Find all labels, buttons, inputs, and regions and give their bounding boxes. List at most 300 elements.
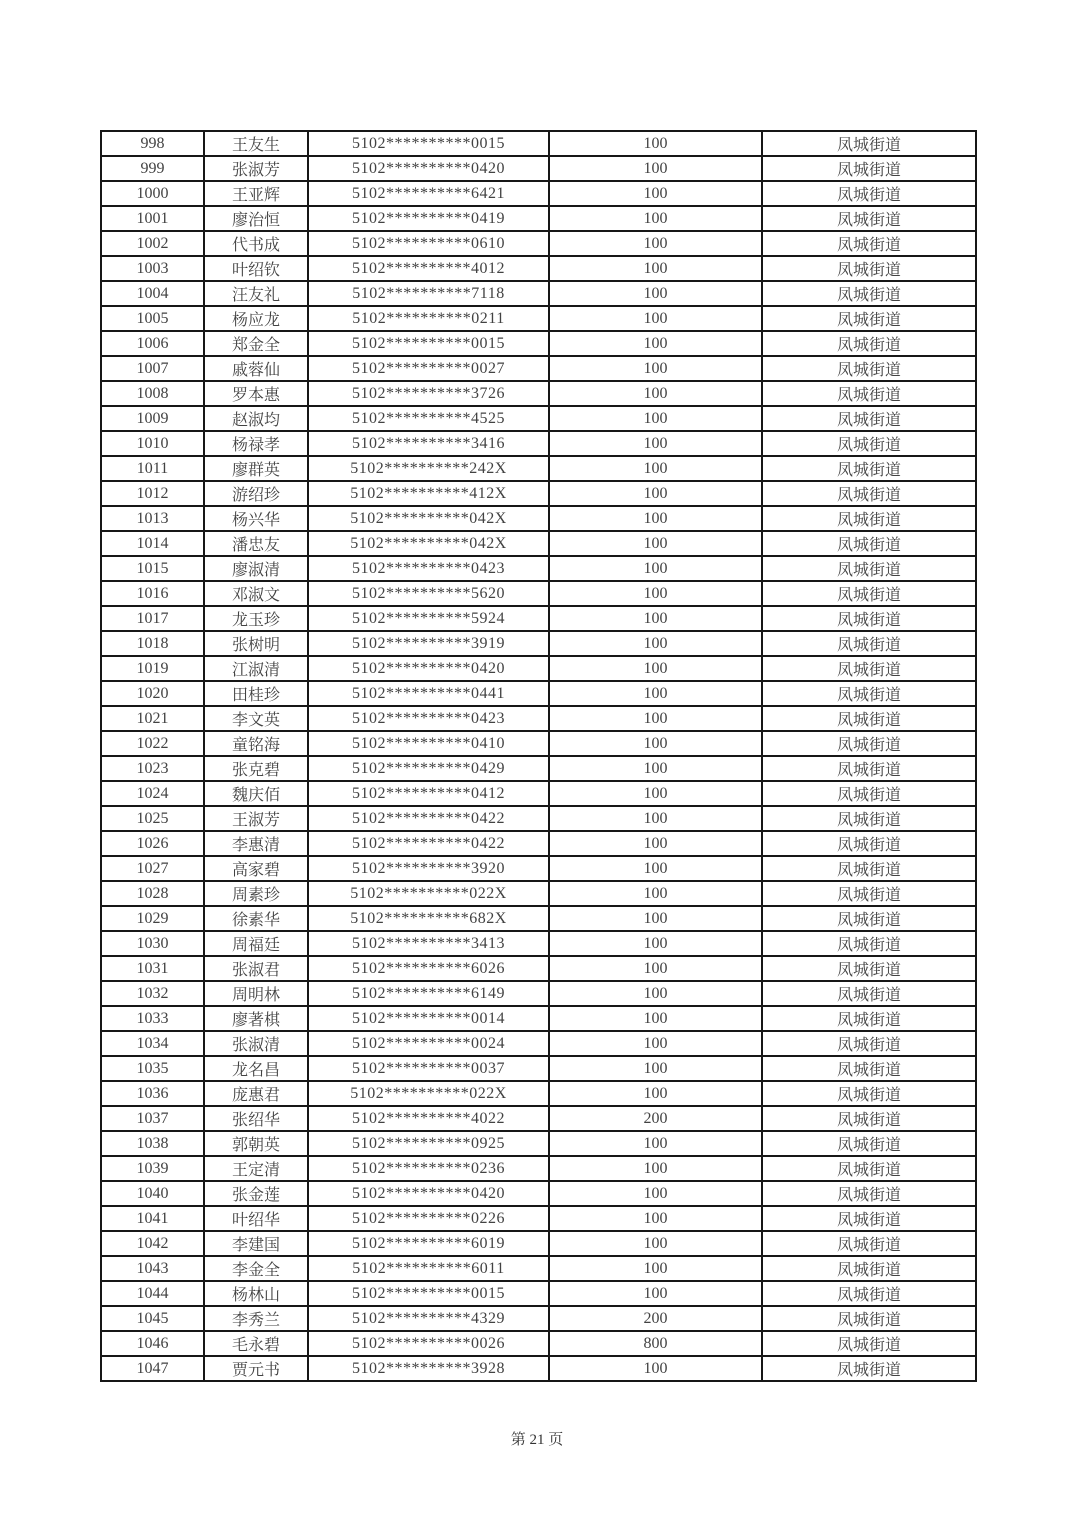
serial-number-cell: 1009 <box>101 406 204 431</box>
person-name-cell: 李文英 <box>204 706 308 731</box>
district-cell: 凤城街道 <box>762 1231 976 1256</box>
amount-cell: 100 <box>549 406 762 431</box>
person-name-cell: 李惠清 <box>204 831 308 856</box>
serial-number-cell: 1030 <box>101 931 204 956</box>
district-cell: 凤城街道 <box>762 231 976 256</box>
amount-cell: 100 <box>549 156 762 181</box>
person-name-cell: 李金全 <box>204 1256 308 1281</box>
district-cell: 凤城街道 <box>762 1081 976 1106</box>
serial-number-cell: 1033 <box>101 1006 204 1031</box>
table-row <box>101 381 976 406</box>
id-number-cell: 5102**********5924 <box>308 606 549 631</box>
person-name-cell: 王友生 <box>204 131 308 156</box>
serial-number-cell: 1029 <box>101 906 204 931</box>
amount-cell: 200 <box>549 1306 762 1331</box>
amount-cell: 100 <box>549 706 762 731</box>
person-name-cell: 魏庆佰 <box>204 781 308 806</box>
district-cell: 凤城街道 <box>762 681 976 706</box>
id-number-cell: 5102**********4012 <box>308 256 549 281</box>
serial-number-cell: 1002 <box>101 231 204 256</box>
table-row <box>101 156 976 181</box>
table-row <box>101 1156 976 1181</box>
person-name-cell: 王亚辉 <box>204 181 308 206</box>
id-number-cell: 5102**********0423 <box>308 556 549 581</box>
amount-cell: 100 <box>549 1081 762 1106</box>
serial-number-cell: 1034 <box>101 1031 204 1056</box>
id-number-cell: 5102**********0422 <box>308 831 549 856</box>
id-number-cell: 5102**********022X <box>308 881 549 906</box>
id-number-cell: 5102**********3919 <box>308 631 549 656</box>
serial-number-cell: 1042 <box>101 1231 204 1256</box>
district-cell: 凤城街道 <box>762 781 976 806</box>
id-number-cell: 5102**********6149 <box>308 981 549 1006</box>
district-cell: 凤城街道 <box>762 1306 976 1331</box>
amount-cell: 100 <box>549 256 762 281</box>
district-cell: 凤城街道 <box>762 906 976 931</box>
person-name-cell: 龙名昌 <box>204 1056 308 1081</box>
district-cell: 凤城街道 <box>762 1356 976 1381</box>
id-number-cell: 5102**********0027 <box>308 356 549 381</box>
person-name-cell: 李建国 <box>204 1231 308 1256</box>
person-name-cell: 周素珍 <box>204 881 308 906</box>
amount-cell: 100 <box>549 606 762 631</box>
id-number-cell: 5102**********6026 <box>308 956 549 981</box>
person-name-cell: 叶绍钦 <box>204 256 308 281</box>
table-row <box>101 806 976 831</box>
amount-cell: 100 <box>549 431 762 456</box>
amount-cell: 100 <box>549 231 762 256</box>
serial-number-cell: 1000 <box>101 181 204 206</box>
person-name-cell: 杨林山 <box>204 1281 308 1306</box>
id-number-cell: 5102**********0226 <box>308 1206 549 1231</box>
id-number-cell: 5102**********0015 <box>308 1281 549 1306</box>
district-cell: 凤城街道 <box>762 381 976 406</box>
district-cell: 凤城街道 <box>762 956 976 981</box>
serial-number-cell: 1005 <box>101 306 204 331</box>
district-cell: 凤城街道 <box>762 356 976 381</box>
amount-cell: 100 <box>549 931 762 956</box>
id-number-cell: 5102**********0024 <box>308 1031 549 1056</box>
person-name-cell: 徐素华 <box>204 906 308 931</box>
id-number-cell: 5102**********022X <box>308 1081 549 1106</box>
amount-cell: 100 <box>549 1131 762 1156</box>
person-name-cell: 贾元书 <box>204 1356 308 1381</box>
id-number-cell: 5102**********412X <box>308 481 549 506</box>
table-row <box>101 1306 976 1331</box>
table-row <box>101 1281 976 1306</box>
id-number-cell: 5102**********0422 <box>308 806 549 831</box>
table-row <box>101 881 976 906</box>
serial-number-cell: 1044 <box>101 1281 204 1306</box>
serial-number-cell: 1038 <box>101 1131 204 1156</box>
amount-cell: 100 <box>549 981 762 1006</box>
district-cell: 凤城街道 <box>762 1006 976 1031</box>
id-number-cell: 5102**********0423 <box>308 706 549 731</box>
serial-number-cell: 1012 <box>101 481 204 506</box>
amount-cell: 100 <box>549 131 762 156</box>
table-row <box>101 1256 976 1281</box>
district-cell: 凤城街道 <box>762 1331 976 1356</box>
person-name-cell: 王定清 <box>204 1156 308 1181</box>
district-cell: 凤城街道 <box>762 881 976 906</box>
amount-cell: 100 <box>549 1206 762 1231</box>
amount-cell: 100 <box>549 1056 762 1081</box>
district-cell: 凤城街道 <box>762 1181 976 1206</box>
district-cell: 凤城街道 <box>762 456 976 481</box>
district-cell: 凤城街道 <box>762 1031 976 1056</box>
id-number-cell: 5102**********4329 <box>308 1306 549 1331</box>
id-number-cell: 5102**********0015 <box>308 131 549 156</box>
table-row <box>101 631 976 656</box>
serial-number-cell: 1023 <box>101 756 204 781</box>
amount-cell: 100 <box>549 331 762 356</box>
person-name-cell: 张绍华 <box>204 1106 308 1131</box>
person-name-cell: 田桂珍 <box>204 681 308 706</box>
table-row <box>101 831 976 856</box>
table-row <box>101 931 976 956</box>
serial-number-cell: 1007 <box>101 356 204 381</box>
serial-number-cell: 1021 <box>101 706 204 731</box>
district-cell: 凤城街道 <box>762 1206 976 1231</box>
district-cell: 凤城街道 <box>762 506 976 531</box>
table-row <box>101 906 976 931</box>
person-name-cell: 江淑清 <box>204 656 308 681</box>
district-cell: 凤城街道 <box>762 1281 976 1306</box>
person-name-cell: 邓淑文 <box>204 581 308 606</box>
serial-number-cell: 1026 <box>101 831 204 856</box>
district-cell: 凤城街道 <box>762 181 976 206</box>
id-number-cell: 5102**********4022 <box>308 1106 549 1131</box>
id-number-cell: 5102**********5620 <box>308 581 549 606</box>
district-cell: 凤城街道 <box>762 1131 976 1156</box>
table-row <box>101 1356 976 1381</box>
person-name-cell: 代书成 <box>204 231 308 256</box>
amount-cell: 200 <box>549 1106 762 1131</box>
serial-number-cell: 1031 <box>101 956 204 981</box>
amount-cell: 100 <box>549 581 762 606</box>
table-row <box>101 281 976 306</box>
district-cell: 凤城街道 <box>762 756 976 781</box>
table-row <box>101 406 976 431</box>
serial-number-cell: 1025 <box>101 806 204 831</box>
person-name-cell: 汪友礼 <box>204 281 308 306</box>
id-number-cell: 5102**********3928 <box>308 1356 549 1381</box>
amount-cell: 100 <box>549 906 762 931</box>
district-cell: 凤城街道 <box>762 331 976 356</box>
id-number-cell: 5102**********0419 <box>308 206 549 231</box>
page-number: 第 21 页 <box>510 1432 564 1448</box>
amount-cell: 100 <box>549 881 762 906</box>
roster-table-body <box>101 131 976 1381</box>
person-name-cell: 杨禄孝 <box>204 431 308 456</box>
id-number-cell: 5102**********682X <box>308 906 549 931</box>
amount-cell: 100 <box>549 1031 762 1056</box>
table-row <box>101 1056 976 1081</box>
table-row <box>101 956 976 981</box>
amount-cell: 100 <box>549 1181 762 1206</box>
table-row <box>101 481 976 506</box>
serial-number-cell: 1004 <box>101 281 204 306</box>
district-cell: 凤城街道 <box>762 256 976 281</box>
id-number-cell: 5102**********0925 <box>308 1131 549 1156</box>
serial-number-cell: 1016 <box>101 581 204 606</box>
id-number-cell: 5102**********0236 <box>308 1156 549 1181</box>
person-name-cell: 童铭海 <box>204 731 308 756</box>
table-row <box>101 206 976 231</box>
amount-cell: 100 <box>549 731 762 756</box>
table-row <box>101 1206 976 1231</box>
id-number-cell: 5102**********6421 <box>308 181 549 206</box>
id-number-cell: 5102**********0420 <box>308 656 549 681</box>
district-cell: 凤城街道 <box>762 1156 976 1181</box>
table-row <box>101 356 976 381</box>
person-name-cell: 张淑君 <box>204 956 308 981</box>
id-number-cell: 5102**********6019 <box>308 1231 549 1256</box>
amount-cell: 100 <box>549 1356 762 1381</box>
table-row <box>101 131 976 156</box>
table-row <box>101 781 976 806</box>
table-row <box>101 181 976 206</box>
serial-number-cell: 1022 <box>101 731 204 756</box>
id-number-cell: 5102**********242X <box>308 456 549 481</box>
table-row <box>101 306 976 331</box>
table-row <box>101 1331 976 1356</box>
amount-cell: 100 <box>549 756 762 781</box>
id-number-cell: 5102**********0037 <box>308 1056 549 1081</box>
serial-number-cell: 1013 <box>101 506 204 531</box>
serial-number-cell: 1006 <box>101 331 204 356</box>
district-cell: 凤城街道 <box>762 606 976 631</box>
district-cell: 凤城街道 <box>762 156 976 181</box>
id-number-cell: 5102**********6011 <box>308 1256 549 1281</box>
district-cell: 凤城街道 <box>762 931 976 956</box>
amount-cell: 100 <box>549 181 762 206</box>
amount-cell: 100 <box>549 831 762 856</box>
person-name-cell: 周福廷 <box>204 931 308 956</box>
serial-number-cell: 1040 <box>101 1181 204 1206</box>
district-cell: 凤城街道 <box>762 556 976 581</box>
person-name-cell: 杨兴华 <box>204 506 308 531</box>
id-number-cell: 5102**********0420 <box>308 156 549 181</box>
amount-cell: 100 <box>549 506 762 531</box>
amount-cell: 100 <box>549 681 762 706</box>
district-cell: 凤城街道 <box>762 1256 976 1281</box>
amount-cell: 100 <box>549 481 762 506</box>
serial-number-cell: 1001 <box>101 206 204 231</box>
table-row <box>101 256 976 281</box>
amount-cell: 100 <box>549 306 762 331</box>
district-cell: 凤城街道 <box>762 281 976 306</box>
serial-number-cell: 998 <box>101 131 204 156</box>
serial-number-cell: 1036 <box>101 1081 204 1106</box>
amount-cell: 100 <box>549 1281 762 1306</box>
amount-cell: 100 <box>549 1256 762 1281</box>
serial-number-cell: 1037 <box>101 1106 204 1131</box>
person-name-cell: 廖著棋 <box>204 1006 308 1031</box>
id-number-cell: 5102**********0026 <box>308 1331 549 1356</box>
serial-number-cell: 1010 <box>101 431 204 456</box>
district-cell: 凤城街道 <box>762 831 976 856</box>
table-row <box>101 706 976 731</box>
id-number-cell: 5102**********3920 <box>308 856 549 881</box>
table-row <box>101 331 976 356</box>
amount-cell: 100 <box>549 531 762 556</box>
amount-cell: 100 <box>549 206 762 231</box>
district-cell: 凤城街道 <box>762 806 976 831</box>
id-number-cell: 5102**********0410 <box>308 731 549 756</box>
id-number-cell: 5102**********7118 <box>308 281 549 306</box>
id-number-cell: 5102**********0420 <box>308 1181 549 1206</box>
table-row <box>101 856 976 881</box>
district-cell: 凤城街道 <box>762 206 976 231</box>
serial-number-cell: 1020 <box>101 681 204 706</box>
person-name-cell: 高家碧 <box>204 856 308 881</box>
person-name-cell: 杨应龙 <box>204 306 308 331</box>
table-row <box>101 556 976 581</box>
district-cell: 凤城街道 <box>762 856 976 881</box>
person-name-cell: 潘忠友 <box>204 531 308 556</box>
amount-cell: 100 <box>549 281 762 306</box>
district-cell: 凤城街道 <box>762 531 976 556</box>
amount-cell: 100 <box>549 956 762 981</box>
district-cell: 凤城街道 <box>762 656 976 681</box>
district-cell: 凤城街道 <box>762 731 976 756</box>
serial-number-cell: 1024 <box>101 781 204 806</box>
id-number-cell: 5102**********042X <box>308 506 549 531</box>
person-name-cell: 李秀兰 <box>204 1306 308 1331</box>
table-row <box>101 431 976 456</box>
district-cell: 凤城街道 <box>762 706 976 731</box>
table-row <box>101 1006 976 1031</box>
serial-number-cell: 1043 <box>101 1256 204 1281</box>
district-cell: 凤城街道 <box>762 1056 976 1081</box>
table-row <box>101 531 976 556</box>
amount-cell: 100 <box>549 1006 762 1031</box>
person-name-cell: 廖治恒 <box>204 206 308 231</box>
district-cell: 凤城街道 <box>762 406 976 431</box>
table-row <box>101 1181 976 1206</box>
serial-number-cell: 1019 <box>101 656 204 681</box>
table-row <box>101 1106 976 1131</box>
person-name-cell: 龙玉珍 <box>204 606 308 631</box>
table-row <box>101 981 976 1006</box>
table-row <box>101 656 976 681</box>
serial-number-cell: 1028 <box>101 881 204 906</box>
id-number-cell: 5102**********0429 <box>308 756 549 781</box>
person-name-cell: 郑金全 <box>204 331 308 356</box>
table-row <box>101 1081 976 1106</box>
id-number-cell: 5102**********4525 <box>308 406 549 431</box>
id-number-cell: 5102**********3726 <box>308 381 549 406</box>
district-cell: 凤城街道 <box>762 481 976 506</box>
amount-cell: 100 <box>549 806 762 831</box>
person-name-cell: 罗本惠 <box>204 381 308 406</box>
serial-number-cell: 1041 <box>101 1206 204 1231</box>
id-number-cell: 5102**********0610 <box>308 231 549 256</box>
table-row <box>101 1231 976 1256</box>
serial-number-cell: 1039 <box>101 1156 204 1181</box>
table-row <box>101 756 976 781</box>
id-number-cell: 5102**********0412 <box>308 781 549 806</box>
id-number-cell: 5102**********3416 <box>308 431 549 456</box>
serial-number-cell: 1015 <box>101 556 204 581</box>
amount-cell: 100 <box>549 856 762 881</box>
person-name-cell: 周明林 <box>204 981 308 1006</box>
id-number-cell: 5102**********3413 <box>308 931 549 956</box>
serial-number-cell: 1008 <box>101 381 204 406</box>
person-name-cell: 王淑芳 <box>204 806 308 831</box>
amount-cell: 100 <box>549 556 762 581</box>
district-cell: 凤城街道 <box>762 981 976 1006</box>
id-number-cell: 5102**********0441 <box>308 681 549 706</box>
id-number-cell: 5102**********042X <box>308 531 549 556</box>
table-row <box>101 456 976 481</box>
amount-cell: 800 <box>549 1331 762 1356</box>
district-cell: 凤城街道 <box>762 581 976 606</box>
id-number-cell: 5102**********0015 <box>308 331 549 356</box>
amount-cell: 100 <box>549 631 762 656</box>
serial-number-cell: 1046 <box>101 1331 204 1356</box>
person-name-cell: 游绍珍 <box>204 481 308 506</box>
amount-cell: 100 <box>549 456 762 481</box>
amount-cell: 100 <box>549 781 762 806</box>
person-name-cell: 赵淑均 <box>204 406 308 431</box>
district-cell: 凤城街道 <box>762 131 976 156</box>
serial-number-cell: 1035 <box>101 1056 204 1081</box>
amount-cell: 100 <box>549 1156 762 1181</box>
amount-cell: 100 <box>549 381 762 406</box>
serial-number-cell: 1011 <box>101 456 204 481</box>
table-row <box>101 581 976 606</box>
table-row <box>101 506 976 531</box>
table-row <box>101 606 976 631</box>
table-row <box>101 1131 976 1156</box>
person-name-cell: 张克碧 <box>204 756 308 781</box>
person-name-cell: 毛永碧 <box>204 1331 308 1356</box>
person-name-cell: 张淑芳 <box>204 156 308 181</box>
person-name-cell: 张金莲 <box>204 1181 308 1206</box>
amount-cell: 100 <box>549 356 762 381</box>
serial-number-cell: 1017 <box>101 606 204 631</box>
serial-number-cell: 1027 <box>101 856 204 881</box>
amount-cell: 100 <box>549 656 762 681</box>
table-row <box>101 231 976 256</box>
table-row <box>101 731 976 756</box>
district-cell: 凤城街道 <box>762 1106 976 1131</box>
id-number-cell: 5102**********0014 <box>308 1006 549 1031</box>
amount-cell: 100 <box>549 1231 762 1256</box>
district-cell: 凤城街道 <box>762 631 976 656</box>
serial-number-cell: 999 <box>101 156 204 181</box>
serial-number-cell: 1045 <box>101 1306 204 1331</box>
person-name-cell: 郭朝英 <box>204 1131 308 1156</box>
serial-number-cell: 1047 <box>101 1356 204 1381</box>
table-row <box>101 681 976 706</box>
person-name-cell: 廖淑清 <box>204 556 308 581</box>
serial-number-cell: 1003 <box>101 256 204 281</box>
district-cell: 凤城街道 <box>762 431 976 456</box>
person-name-cell: 戚蓉仙 <box>204 356 308 381</box>
serial-number-cell: 1018 <box>101 631 204 656</box>
serial-number-cell: 1032 <box>101 981 204 1006</box>
roster-table <box>100 130 977 1382</box>
district-cell: 凤城街道 <box>762 306 976 331</box>
id-number-cell: 5102**********0211 <box>308 306 549 331</box>
table-row <box>101 1031 976 1056</box>
person-name-cell: 张树明 <box>204 631 308 656</box>
serial-number-cell: 1014 <box>101 531 204 556</box>
person-name-cell: 叶绍华 <box>204 1206 308 1231</box>
